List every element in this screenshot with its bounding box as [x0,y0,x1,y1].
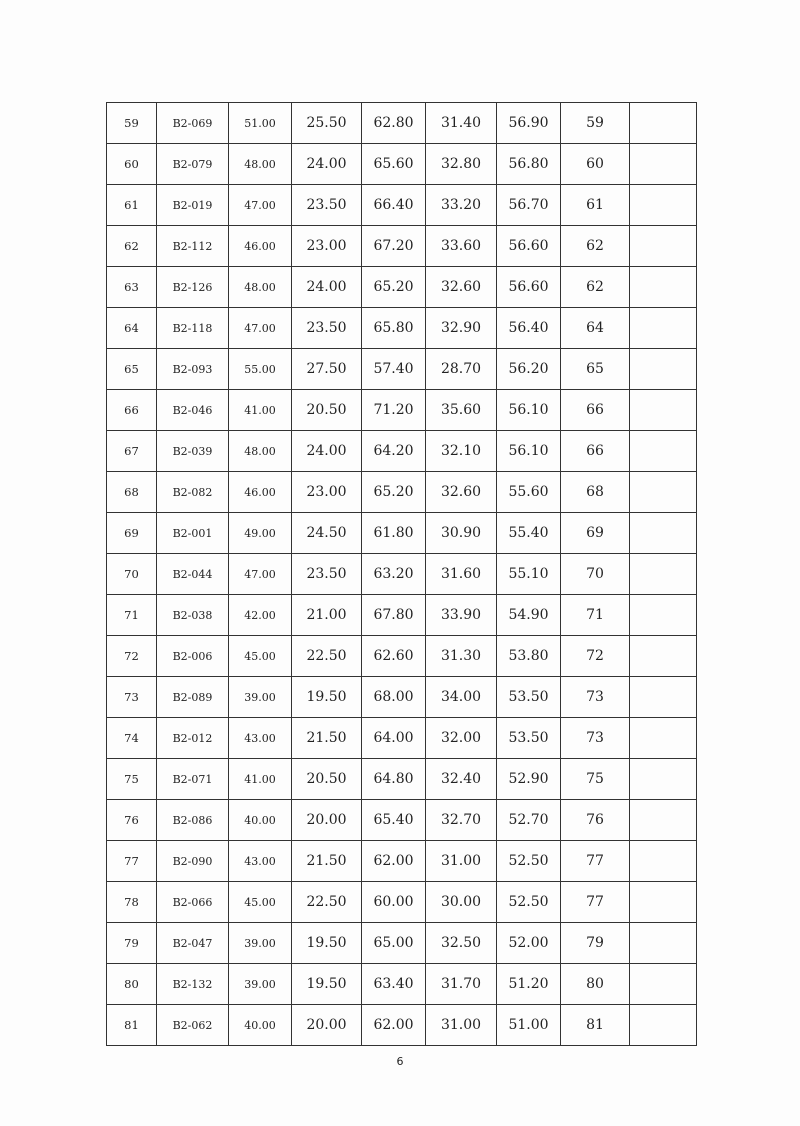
total-score-cell: 56.60 [497,267,561,308]
table-row [107,595,697,636]
weighted-score-cell: 21.50 [292,718,362,759]
score-cell: 39.00 [229,923,292,964]
rank-cell: 64 [107,308,157,349]
remarks-cell [630,718,697,759]
score-cell: 55.00 [229,349,292,390]
total-score-cell: 52.00 [497,923,561,964]
candidate-code-cell: B2-093 [157,349,229,390]
score-cell: 48.00 [229,431,292,472]
second-score-cell: 64.00 [362,718,426,759]
second-score-cell: 65.20 [362,472,426,513]
rank-cell: 68 [107,472,157,513]
table-row [107,882,697,923]
second-score-cell: 65.00 [362,923,426,964]
rank-cell: 69 [107,513,157,554]
rank-cell: 70 [107,554,157,595]
table-row [107,841,697,882]
score-cell: 42.00 [229,595,292,636]
remarks-cell [630,923,697,964]
remarks-cell [630,595,697,636]
placement-cell: 77 [561,841,630,882]
score-cell: 43.00 [229,841,292,882]
rank-cell: 80 [107,964,157,1005]
score-cell: 47.00 [229,554,292,595]
weighted-score-cell: 22.50 [292,882,362,923]
second-weighted-cell: 31.30 [426,636,497,677]
remarks-cell [630,308,697,349]
table-row [107,636,697,677]
weighted-score-cell: 24.00 [292,431,362,472]
score-cell: 45.00 [229,636,292,677]
table-row [107,554,697,595]
second-score-cell: 63.20 [362,554,426,595]
score-cell: 41.00 [229,759,292,800]
remarks-cell [630,964,697,1005]
second-score-cell: 64.80 [362,759,426,800]
candidate-code-cell: B2-001 [157,513,229,554]
rank-cell: 62 [107,226,157,267]
score-cell: 43.00 [229,718,292,759]
weighted-score-cell: 23.50 [292,554,362,595]
second-weighted-cell: 32.50 [426,923,497,964]
second-weighted-cell: 31.00 [426,841,497,882]
weighted-score-cell: 24.50 [292,513,362,554]
candidate-code-cell: B2-019 [157,185,229,226]
total-score-cell: 56.60 [497,226,561,267]
table-row [107,923,697,964]
second-weighted-cell: 32.60 [426,472,497,513]
page-number: 6 [396,1055,404,1068]
table-row [107,718,697,759]
placement-cell: 71 [561,595,630,636]
rank-cell: 71 [107,595,157,636]
second-score-cell: 66.40 [362,185,426,226]
score-cell: 48.00 [229,267,292,308]
second-score-cell: 67.80 [362,595,426,636]
table-row [107,226,697,267]
remarks-cell [630,267,697,308]
candidate-code-cell: B2-066 [157,882,229,923]
table-row [107,1005,697,1046]
remarks-cell [630,800,697,841]
table-row [107,472,697,513]
weighted-score-cell: 25.50 [292,103,362,144]
candidate-code-cell: B2-062 [157,1005,229,1046]
second-score-cell: 62.80 [362,103,426,144]
rank-cell: 81 [107,1005,157,1046]
second-score-cell: 60.00 [362,882,426,923]
remarks-cell [630,390,697,431]
second-weighted-cell: 32.60 [426,267,497,308]
weighted-score-cell: 19.50 [292,964,362,1005]
remarks-cell [630,636,697,677]
second-score-cell: 65.20 [362,267,426,308]
score-cell: 48.00 [229,144,292,185]
total-score-cell: 56.20 [497,349,561,390]
placement-cell: 68 [561,472,630,513]
total-score-cell: 53.50 [497,718,561,759]
score-cell: 41.00 [229,390,292,431]
placement-cell: 66 [561,431,630,472]
total-score-cell: 56.40 [497,308,561,349]
weighted-score-cell: 20.00 [292,1005,362,1046]
second-score-cell: 68.00 [362,677,426,718]
candidate-code-cell: B2-112 [157,226,229,267]
table-row [107,185,697,226]
placement-cell: 60 [561,144,630,185]
second-score-cell: 61.80 [362,513,426,554]
remarks-cell [630,185,697,226]
candidate-code-cell: B2-090 [157,841,229,882]
remarks-cell [630,349,697,390]
weighted-score-cell: 23.00 [292,226,362,267]
rank-cell: 76 [107,800,157,841]
total-score-cell: 53.80 [497,636,561,677]
score-cell: 46.00 [229,472,292,513]
candidate-code-cell: B2-069 [157,103,229,144]
rank-cell: 61 [107,185,157,226]
remarks-cell [630,759,697,800]
second-score-cell: 65.80 [362,308,426,349]
second-score-cell: 57.40 [362,349,426,390]
rank-cell: 74 [107,718,157,759]
rank-cell: 63 [107,267,157,308]
placement-cell: 59 [561,103,630,144]
placement-cell: 73 [561,677,630,718]
total-score-cell: 52.50 [497,841,561,882]
total-score-cell: 55.60 [497,472,561,513]
score-cell: 45.00 [229,882,292,923]
table-row [107,390,697,431]
rank-cell: 67 [107,431,157,472]
candidate-code-cell: B2-126 [157,267,229,308]
table-row [107,144,697,185]
second-weighted-cell: 30.90 [426,513,497,554]
placement-cell: 76 [561,800,630,841]
placement-cell: 79 [561,923,630,964]
remarks-cell [630,103,697,144]
score-cell: 51.00 [229,103,292,144]
rank-cell: 77 [107,841,157,882]
second-weighted-cell: 32.10 [426,431,497,472]
remarks-cell [630,677,697,718]
weighted-score-cell: 19.50 [292,923,362,964]
second-weighted-cell: 33.20 [426,185,497,226]
candidate-code-cell: B2-089 [157,677,229,718]
second-weighted-cell: 33.60 [426,226,497,267]
weighted-score-cell: 20.50 [292,390,362,431]
placement-cell: 80 [561,964,630,1005]
remarks-cell [630,554,697,595]
score-cell: 40.00 [229,800,292,841]
rank-cell: 66 [107,390,157,431]
placement-cell: 72 [561,636,630,677]
second-weighted-cell: 35.60 [426,390,497,431]
weighted-score-cell: 24.00 [292,267,362,308]
candidate-code-cell: B2-044 [157,554,229,595]
total-score-cell: 52.70 [497,800,561,841]
placement-cell: 61 [561,185,630,226]
candidate-code-cell: B2-079 [157,144,229,185]
second-weighted-cell: 32.80 [426,144,497,185]
total-score-cell: 56.80 [497,144,561,185]
total-score-cell: 55.40 [497,513,561,554]
second-weighted-cell: 34.00 [426,677,497,718]
total-score-cell: 52.90 [497,759,561,800]
placement-cell: 62 [561,226,630,267]
table-row [107,431,697,472]
table-row [107,759,697,800]
table-row [107,964,697,1005]
weighted-score-cell: 27.50 [292,349,362,390]
score-cell: 47.00 [229,308,292,349]
rank-cell: 65 [107,349,157,390]
total-score-cell: 56.10 [497,390,561,431]
total-score-cell: 56.90 [497,103,561,144]
score-cell: 47.00 [229,185,292,226]
remarks-cell [630,431,697,472]
second-weighted-cell: 32.00 [426,718,497,759]
candidate-code-cell: B2-039 [157,431,229,472]
rank-cell: 59 [107,103,157,144]
total-score-cell: 55.10 [497,554,561,595]
total-score-cell: 56.70 [497,185,561,226]
table-row [107,677,697,718]
score-cell: 39.00 [229,964,292,1005]
placement-cell: 66 [561,390,630,431]
table-row [107,103,697,144]
rank-cell: 72 [107,636,157,677]
table-row [107,308,697,349]
second-score-cell: 71.20 [362,390,426,431]
weighted-score-cell: 21.00 [292,595,362,636]
results-table [106,102,697,1046]
results-table-body [107,103,697,1046]
second-score-cell: 64.20 [362,431,426,472]
total-score-cell: 54.90 [497,595,561,636]
candidate-code-cell: B2-006 [157,636,229,677]
second-weighted-cell: 31.70 [426,964,497,1005]
second-weighted-cell: 32.70 [426,800,497,841]
weighted-score-cell: 19.50 [292,677,362,718]
second-score-cell: 62.00 [362,1005,426,1046]
rank-cell: 60 [107,144,157,185]
rank-cell: 73 [107,677,157,718]
table-row [107,800,697,841]
total-score-cell: 51.00 [497,1005,561,1046]
candidate-code-cell: B2-132 [157,964,229,1005]
second-score-cell: 63.40 [362,964,426,1005]
total-score-cell: 52.50 [497,882,561,923]
candidate-code-cell: B2-071 [157,759,229,800]
total-score-cell: 53.50 [497,677,561,718]
candidate-code-cell: B2-047 [157,923,229,964]
rank-cell: 78 [107,882,157,923]
remarks-cell [630,226,697,267]
placement-cell: 64 [561,308,630,349]
weighted-score-cell: 20.50 [292,759,362,800]
remarks-cell [630,841,697,882]
candidate-code-cell: B2-046 [157,390,229,431]
weighted-score-cell: 21.50 [292,841,362,882]
table-row [107,349,697,390]
weighted-score-cell: 20.00 [292,800,362,841]
placement-cell: 69 [561,513,630,554]
second-score-cell: 67.20 [362,226,426,267]
second-weighted-cell: 32.90 [426,308,497,349]
rank-cell: 75 [107,759,157,800]
remarks-cell [630,882,697,923]
table-row [107,513,697,554]
second-score-cell: 62.00 [362,841,426,882]
second-weighted-cell: 30.00 [426,882,497,923]
score-cell: 40.00 [229,1005,292,1046]
rank-cell: 79 [107,923,157,964]
remarks-cell [630,1005,697,1046]
second-score-cell: 62.60 [362,636,426,677]
placement-cell: 73 [561,718,630,759]
score-cell: 39.00 [229,677,292,718]
weighted-score-cell: 24.00 [292,144,362,185]
second-weighted-cell: 31.40 [426,103,497,144]
second-weighted-cell: 32.40 [426,759,497,800]
second-score-cell: 65.40 [362,800,426,841]
placement-cell: 81 [561,1005,630,1046]
weighted-score-cell: 23.50 [292,308,362,349]
table-row [107,267,697,308]
weighted-score-cell: 22.50 [292,636,362,677]
weighted-score-cell: 23.50 [292,185,362,226]
candidate-code-cell: B2-082 [157,472,229,513]
remarks-cell [630,513,697,554]
placement-cell: 62 [561,267,630,308]
candidate-code-cell: B2-012 [157,718,229,759]
candidate-code-cell: B2-038 [157,595,229,636]
weighted-score-cell: 23.00 [292,472,362,513]
second-weighted-cell: 31.00 [426,1005,497,1046]
placement-cell: 65 [561,349,630,390]
second-weighted-cell: 31.60 [426,554,497,595]
placement-cell: 70 [561,554,630,595]
remarks-cell [630,472,697,513]
total-score-cell: 51.20 [497,964,561,1005]
second-weighted-cell: 33.90 [426,595,497,636]
remarks-cell [630,144,697,185]
second-score-cell: 65.60 [362,144,426,185]
candidate-code-cell: B2-118 [157,308,229,349]
second-weighted-cell: 28.70 [426,349,497,390]
score-cell: 49.00 [229,513,292,554]
total-score-cell: 56.10 [497,431,561,472]
placement-cell: 77 [561,882,630,923]
placement-cell: 75 [561,759,630,800]
candidate-code-cell: B2-086 [157,800,229,841]
score-cell: 46.00 [229,226,292,267]
